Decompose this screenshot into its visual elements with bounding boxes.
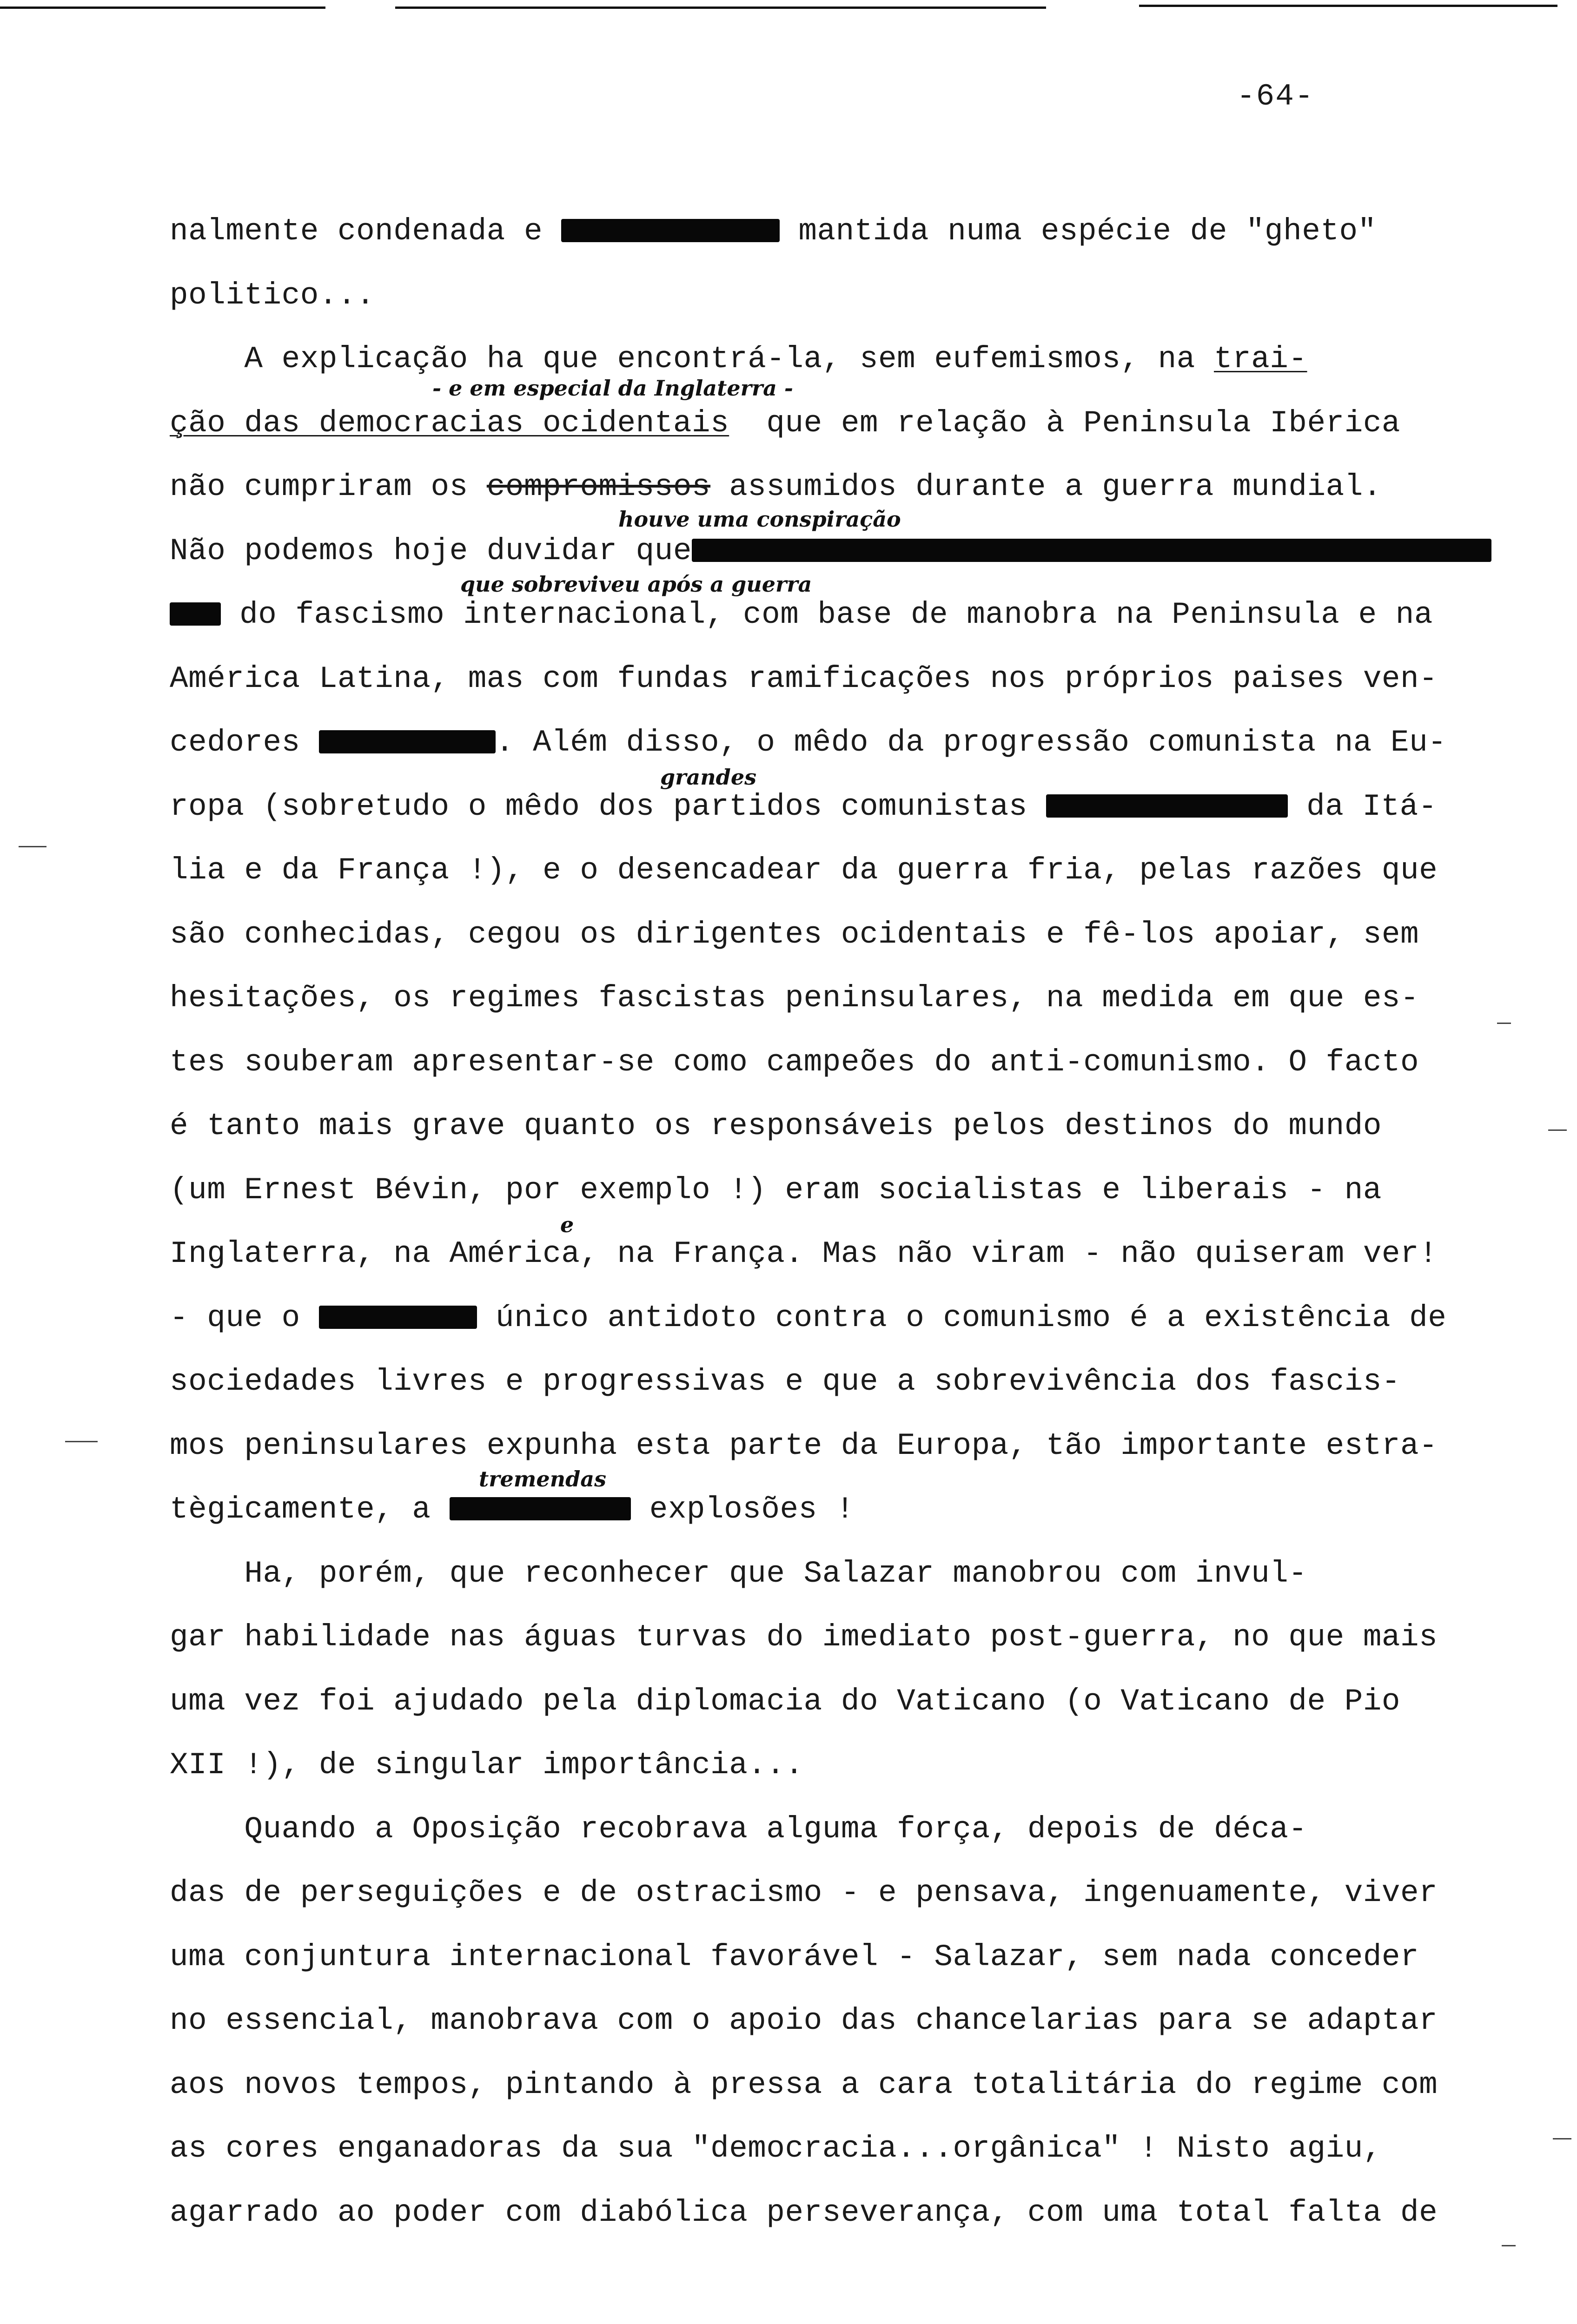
text-line: [170, 1686, 1400, 1717]
text-line: [170, 1814, 1307, 1845]
text-run: tègicamente, a: [170, 1492, 450, 1527]
redaction-bar: [561, 219, 780, 242]
handwritten-annotation: grandes: [660, 765, 756, 790]
handwritten-annotation: tremendas: [479, 1466, 607, 1492]
text-run: (um Ernest Bévin, por exemplo !) eram socialistas e liberais - na: [170, 1173, 1382, 1208]
text-run: tes souberam apresentar-se como campeões do anti-comunismo. O facto: [170, 1045, 1419, 1080]
text-run: . Além disso, o mêdo da progressão comunista na Eu-: [495, 725, 1447, 760]
text-line: [170, 469, 1382, 504]
text-run: sociedades livres e progressivas e que a sobrevivência dos fascis-: [170, 1364, 1401, 1399]
redaction-bar: [319, 1306, 477, 1329]
text-line: [170, 1558, 1307, 1589]
text-line: [170, 789, 1437, 824]
text-line: [170, 1428, 1438, 1463]
text-run: cedores: [170, 725, 319, 760]
handwritten-annotation: - e em especial da Inglaterra -: [432, 376, 794, 401]
text-run: mos peninsulares expunha esta parte da Europa, tão importante estra-: [170, 1428, 1438, 1463]
text-line: [170, 1622, 1438, 1653]
text-run: no essencial, manobrava com o apoio das chancelarias para se adaptar: [170, 2003, 1438, 2038]
margin-mark: [1497, 1023, 1511, 1024]
redaction-bar: [692, 539, 1491, 562]
text-run: gar habilidade nas águas turvas do imediato post-guerra, no que mais: [170, 1620, 1438, 1655]
text-run: trai-: [1213, 342, 1307, 376]
text-line: [170, 1111, 1382, 1142]
text-line: [170, 919, 1419, 950]
margin-mark: [19, 846, 46, 847]
redaction-bar: [1046, 794, 1288, 818]
text-run: mantida numa espécie de "gheto": [780, 214, 1377, 249]
text-run: as cores enganadoras da sua "democracia...orgânica" ! Nisto agiu,: [170, 2131, 1382, 2166]
text-line: [170, 1303, 1446, 1334]
text-run: Inglaterra, na América, na França. Mas não viram - não quiseram ver!: [170, 1236, 1438, 1271]
text-line: [170, 216, 1377, 247]
text-line: [170, 983, 1419, 1014]
page-top-edge: [1139, 5, 1557, 7]
text-run: lia e da França !), e o desencadear da guerra fria, pelas razões que: [170, 853, 1438, 888]
text-run: que em relação à Peninsula Ibérica: [729, 406, 1401, 441]
text-run: Não podemos hoje duvidar que: [170, 534, 692, 568]
margin-mark: [1502, 2245, 1516, 2246]
text-line: [170, 1364, 1401, 1399]
page-number: -64-: [1237, 79, 1314, 114]
text-line: [170, 280, 375, 311]
handwritten-annotation: e: [560, 1212, 574, 1237]
text-line: [170, 597, 1433, 632]
text-run: - que o: [170, 1301, 319, 1335]
margin-mark: [1553, 2138, 1571, 2139]
text-line: [170, 1750, 804, 1781]
text-line: [170, 2133, 1382, 2164]
handwritten-annotation: que sobreviveu após a guerra: [460, 572, 812, 597]
text-line: [170, 344, 1307, 375]
text-line: [170, 1875, 1438, 1910]
text-run: hesitações, os regimes fascistas peninsulares, na medida em que es-: [170, 981, 1419, 1016]
text-line: [170, 1942, 1419, 1973]
page-top-edge: [0, 7, 325, 9]
text-run: único antidoto contra o comunismo é a existência de: [477, 1301, 1447, 1335]
margin-mark: [65, 1441, 98, 1442]
text-line: [170, 408, 1400, 439]
text-line: [170, 855, 1438, 886]
text-run: uma conjuntura internacional favorável - Salazar, sem nada conceder: [170, 1940, 1419, 1974]
text-run: aos novos tempos, pintando à pressa a cara totalitária do regime com: [170, 2067, 1438, 2102]
text-run: assumidos durante a guerra mundial.: [710, 469, 1382, 504]
text-run: politico...: [170, 278, 375, 313]
text-run: agarrado ao poder com diabólica perseverança, com uma total falta de: [170, 2195, 1438, 2230]
text-run: das de perseguições e de ostracismo - e pensava, ingenuamente, viver: [170, 1875, 1438, 1910]
text-line: [170, 1047, 1419, 1078]
redaction-bar: [319, 730, 496, 753]
text-line: [170, 2003, 1438, 2038]
redaction-bar: [450, 1497, 631, 1520]
text-run: nalmente condenada e: [170, 214, 562, 249]
text-run: A explicação ha que encontrá-la, sem eufemismos, na: [170, 342, 1214, 376]
text-run: América Latina, mas com fundas ramificações nos próprios paises ven-: [170, 661, 1438, 696]
text-run: explosões !: [630, 1492, 855, 1527]
text-run: Quando a Oposição recobrava alguma força, depois de déca-: [170, 1812, 1307, 1847]
text-line: [170, 1236, 1438, 1271]
text-run: ção das democracias ocidentais: [170, 406, 729, 441]
text-run: são conhecidas, cegou os dirigentes ocidentais e fê-los apoiar, sem: [170, 917, 1419, 952]
text-line: [170, 661, 1438, 696]
text-run: é tanto mais grave quanto os responsáveis pelos destinos do mundo: [170, 1109, 1382, 1143]
text-line: [170, 727, 1446, 758]
text-run: XII !), de singular importância...: [170, 1748, 804, 1783]
redaction-bar: [170, 602, 221, 626]
text-run: não cumpriram os: [170, 469, 487, 504]
text-line: [170, 2195, 1438, 2230]
text-line: [170, 536, 1491, 567]
margin-mark: [1548, 1129, 1567, 1131]
text-line: [170, 1494, 855, 1525]
text-run: compromissos: [486, 469, 711, 504]
text-run: do fascismo internacional, com base de manobra na Peninsula e na: [221, 597, 1433, 632]
handwritten-annotation: houve uma conspiração: [618, 507, 901, 532]
text-run: uma vez foi ajudado pela diplomacia do Vaticano (o Vaticano de Pio: [170, 1684, 1401, 1719]
text-line: [170, 1175, 1382, 1206]
text-run: ropa (sobretudo o mêdo dos partidos comunistas: [170, 789, 1047, 824]
text-run: da Itá-: [1288, 789, 1437, 824]
page-top-edge: [395, 7, 1046, 9]
text-line: [170, 2067, 1438, 2102]
text-run: Ha, porém, que reconhecer que Salazar manobrou com invul-: [170, 1556, 1307, 1591]
